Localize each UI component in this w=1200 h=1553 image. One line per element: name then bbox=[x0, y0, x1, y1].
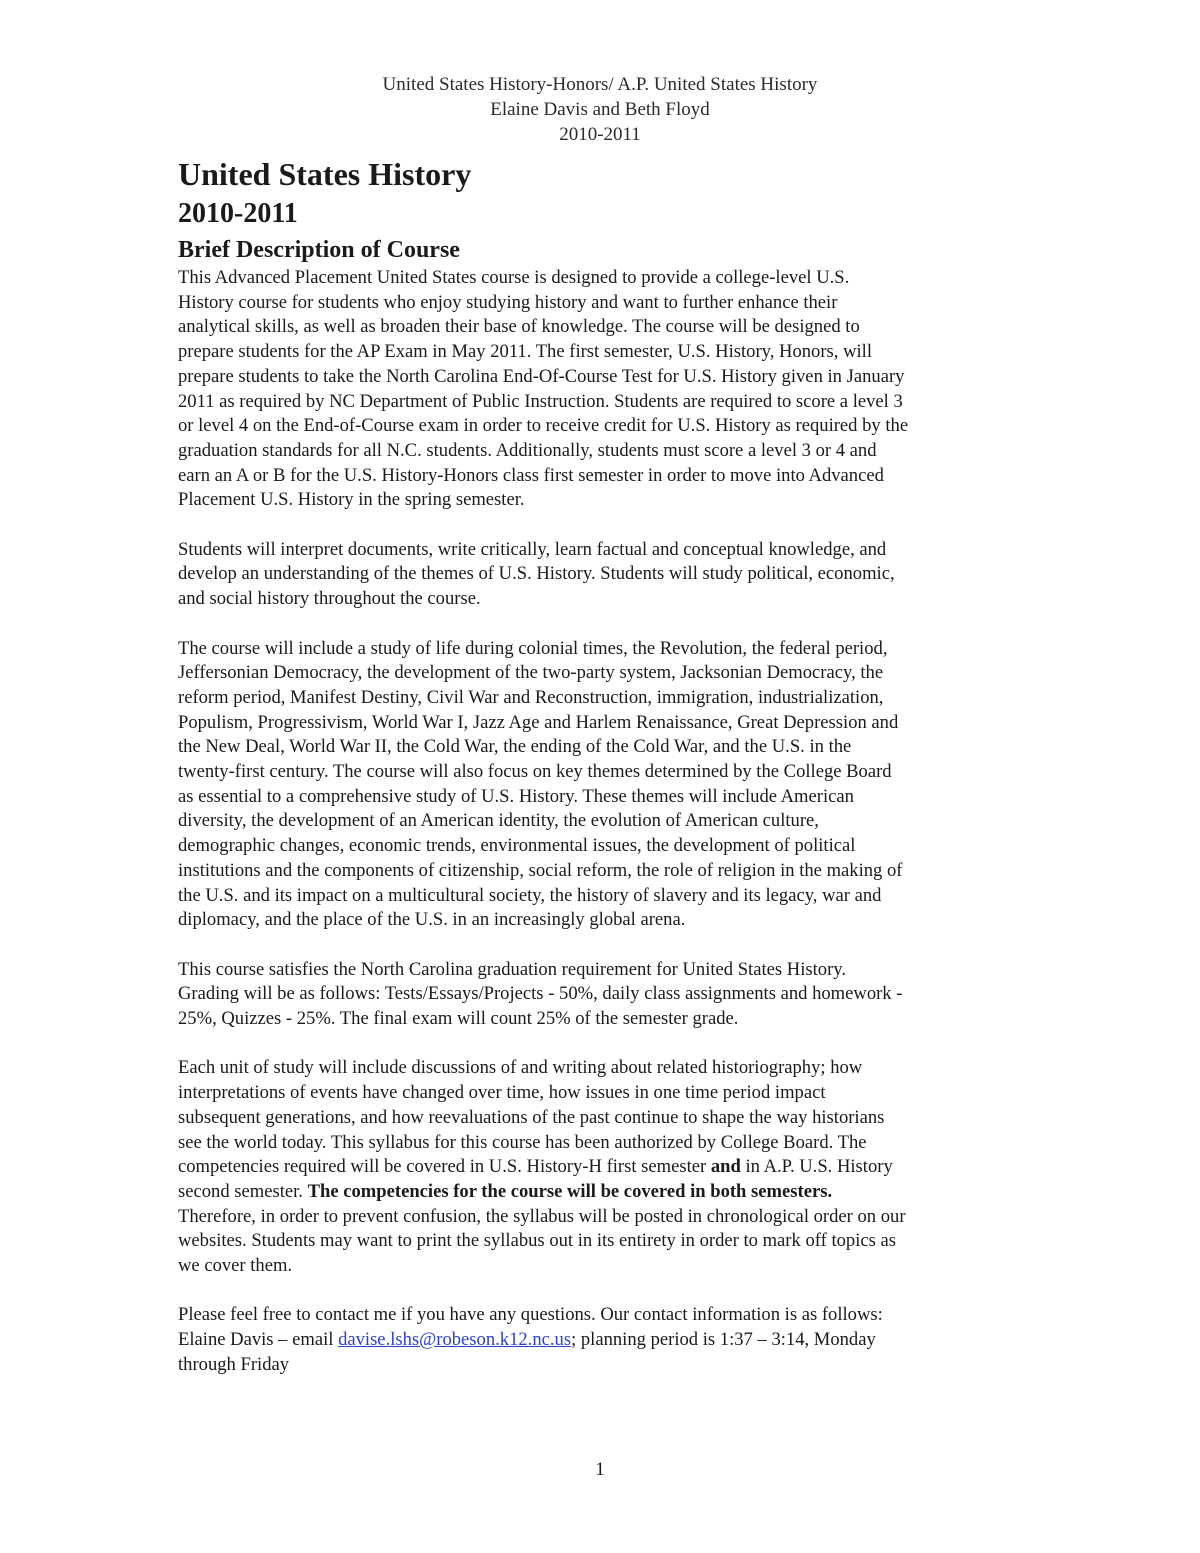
text-line: prepare students to take the North Carolina End-Of-Course Test for U.S. History given in January bbox=[178, 365, 905, 387]
text-line: through Friday bbox=[178, 1353, 290, 1375]
email-link[interactable]: davise.lshs@robeson.k12.nc.us bbox=[338, 1329, 572, 1351]
text-line: Grading will be as follows: Tests/Essays/Projects - 50%, daily class assignments and homework - bbox=[178, 983, 903, 1005]
text-line: we cover them. bbox=[178, 1255, 293, 1277]
section-heading: Brief Description of Course bbox=[178, 237, 460, 263]
text-line: reform period, Manifest Destiny, Civil War and Reconstruction, immigration, industrialization, bbox=[178, 686, 884, 708]
text-line: Students will interpret documents, write critically, learn factual and conceptual knowledge, and bbox=[178, 538, 887, 560]
text-line: Placement U.S. History in the spring semester. bbox=[178, 489, 525, 511]
text-line: Please feel free to contact me if you have any questions. Our contact information is as follows: bbox=[178, 1304, 883, 1326]
text-line: 25%, Quizzes - 25%. The final exam will count 25% of the semester grade. bbox=[178, 1008, 739, 1030]
text-line: see the world today. This syllabus for this course has been authorized by College Board. The bbox=[178, 1131, 867, 1153]
header-course-line: United States History-Honors/ A.P. United States History bbox=[382, 74, 818, 95]
text-line: develop an understanding of the themes of U.S. History. Students will study political, economic, bbox=[178, 563, 895, 585]
text-line bbox=[178, 1180, 1028, 1205]
paragraph-grading bbox=[178, 958, 1028, 1032]
text-segment: ; planning period is 1:37 – 3:14, Monday bbox=[571, 1329, 876, 1351]
text-line: interpretations of events have changed over time, how issues in one time period impact bbox=[178, 1082, 826, 1104]
text-line: websites. Students may want to print the syllabus out in its entirety in order to mark off topics as bbox=[178, 1230, 896, 1252]
text-line: Each unit of study will include discussions of and writing about related historiography; how bbox=[178, 1057, 863, 1079]
text-line: diversity, the development of an American identity, the evolution of American culture, bbox=[178, 810, 819, 832]
text-line: The course will include a study of life during colonial times, the Revolution, the federal period, bbox=[178, 637, 888, 659]
text-line: diplomacy, and the place of the U.S. in an increasingly global arena. bbox=[178, 909, 686, 931]
text-segment: Elaine Davis – email bbox=[178, 1329, 339, 1351]
document-header bbox=[0, 72, 1200, 147]
page-title: United States History bbox=[178, 156, 472, 192]
page-subtitle: 2010-2011 bbox=[178, 198, 298, 229]
course-description bbox=[178, 266, 1028, 1378]
text-line: the New Deal, World War II, the Cold War, the ending of the Cold War, and the U.S. in the bbox=[178, 736, 852, 758]
paragraph-overview bbox=[178, 266, 1028, 513]
header-year-line: 2010-2011 bbox=[559, 124, 641, 145]
bold-text: The competencies for the course will be covered in both semesters. bbox=[307, 1180, 833, 1202]
text-line: analytical skills, as well as broaden their base of knowledge. The course will be designed to bbox=[178, 316, 860, 338]
text-segment: competencies required will be covered in U.S. History-H first semester bbox=[178, 1156, 711, 1178]
text-line: earn an A or B for the U.S. History-Honors class first semester in order to move into Advanced bbox=[178, 464, 884, 486]
text-line bbox=[178, 1328, 1028, 1353]
bold-text: and bbox=[710, 1156, 741, 1178]
text-line: demographic changes, economic trends, environmental issues, the development of political bbox=[178, 835, 856, 857]
text-line: 2011 as required by NC Department of Public Instruction. Students are required to score a level 3 bbox=[178, 390, 903, 412]
text-line: as essential to a comprehensive study of U.S. History. These themes will include American bbox=[178, 785, 854, 807]
text-line: prepare students for the AP Exam in May 2011. The first semester, U.S. History, Honors, will bbox=[178, 341, 873, 363]
text-line bbox=[178, 1155, 1028, 1180]
header-teachers-line: Elaine Davis and Beth Floyd bbox=[490, 99, 710, 120]
paragraph-topics bbox=[178, 637, 1028, 933]
text-line: Jeffersonian Democracy, the development of the two-party system, Jacksonian Democracy, the bbox=[178, 662, 884, 684]
text-line: the U.S. and its impact on a multicultural society, the history of slavery and its legacy, war and bbox=[178, 884, 882, 906]
paragraph-contact bbox=[178, 1303, 1028, 1377]
text-line: This course satisfies the North Carolina graduation requirement for United States History. bbox=[178, 958, 847, 980]
paragraph-historiography bbox=[178, 1056, 1028, 1278]
text-segment: in A.P. U.S. History bbox=[740, 1156, 893, 1178]
page-number: 1 bbox=[595, 1459, 605, 1480]
text-line: Populism, Progressivism, World War I, Jazz Age and Harlem Renaissance, Great Depression and bbox=[178, 711, 899, 733]
text-line: and social history throughout the course. bbox=[178, 588, 481, 610]
text-line: subsequent generations, and how reevaluations of the past continue to shape the way historians bbox=[178, 1106, 885, 1128]
text-line: institutions and the components of citizenship, social reform, the role of religion in the making of bbox=[178, 859, 903, 881]
text-line: Therefore, in order to prevent confusion, the syllabus will be posted in chronological order on our bbox=[178, 1205, 906, 1227]
text-line: This Advanced Placement United States course is designed to provide a college-level U.S. bbox=[178, 267, 850, 288]
text-line: graduation standards for all N.C. students. Additionally, students must score a level 3 or 4 and bbox=[178, 439, 877, 461]
text-segment: second semester. bbox=[178, 1180, 308, 1202]
paragraph-skills bbox=[178, 538, 1028, 612]
text-line: or level 4 on the End-of-Course exam in order to receive credit for U.S. History as required by the bbox=[178, 415, 909, 437]
text-line: twenty-first century. The course will also focus on key themes determined by the College Board bbox=[178, 761, 892, 783]
text-line: History course for students who enjoy studying history and want to further enhance their bbox=[178, 291, 838, 313]
